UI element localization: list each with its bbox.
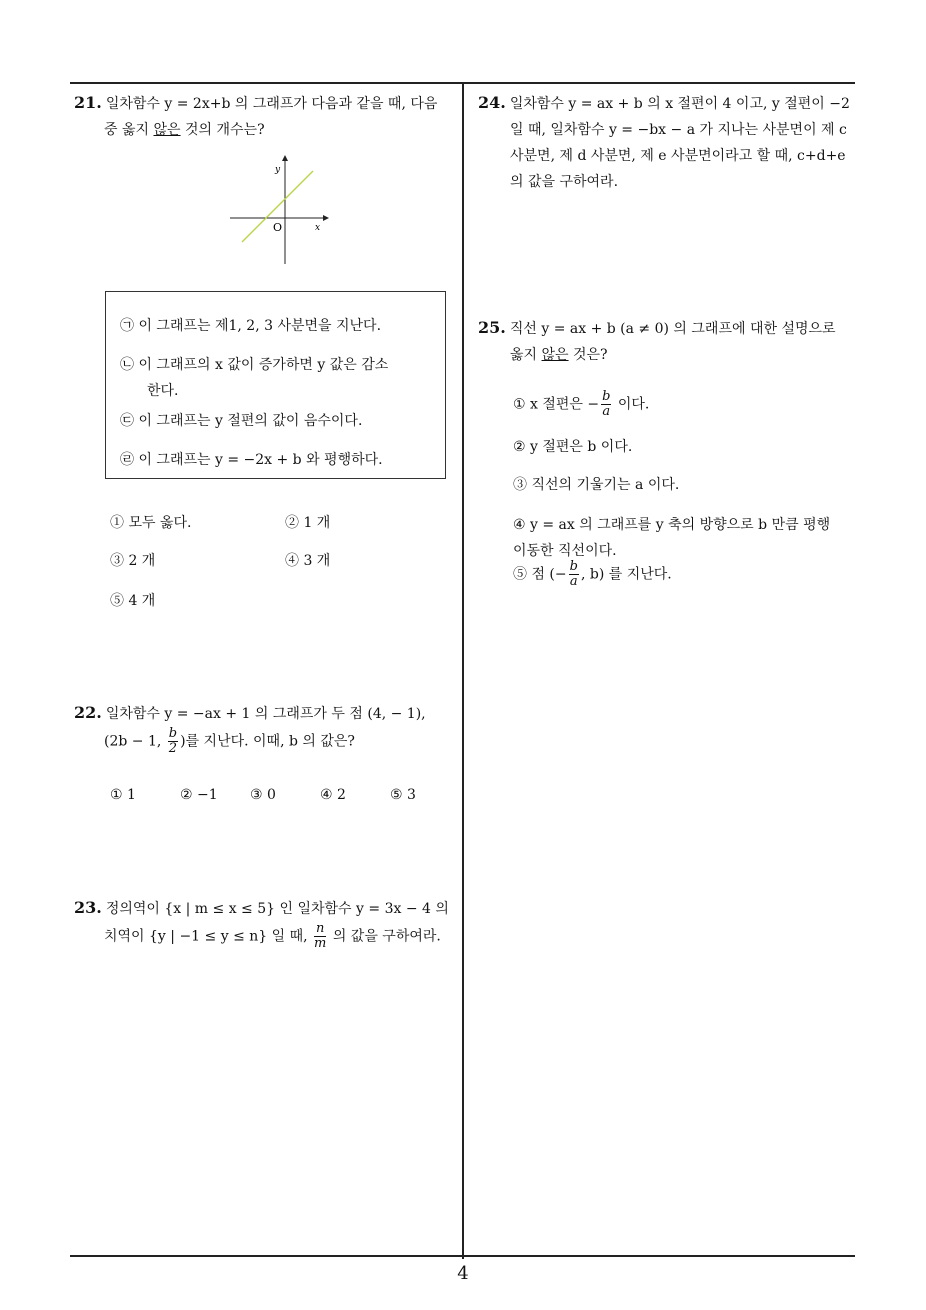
q23-line2: 치역이 {y | −1 ≤ y ≤ n} 일 때, $\frac{n}{m}$ 의 값을 구하여라. (104, 921, 441, 951)
question-25 (478, 315, 863, 368)
q25-line2: 옳지 않은 것은? (510, 347, 608, 363)
graph-origin-label: O (273, 221, 283, 234)
question-24 (478, 90, 863, 195)
q24-line4: 의 값을 구하여라. (510, 174, 619, 190)
q24-line2: 일 때, 일차함수 y = −bx − a 가 지나는 사분면이 제 c (510, 122, 847, 138)
q24-line1: 24. 일차함수 y = ax + b 의 x 절편이 4 이고, y 절편이 −2 (478, 93, 850, 112)
q21-choice-3[interactable]: ③ 2 개 (110, 553, 156, 569)
q22-choice-5[interactable]: ⑤ 3 (390, 787, 416, 803)
q22-choice-3[interactable]: ③ 0 (250, 787, 276, 803)
column-divider (462, 82, 464, 1259)
q25-choice-4[interactable]: ④ y = ax 의 그래프를 y 축의 방향으로 b 만큼 평행 이동한 직선이다. (513, 517, 831, 559)
q24-number: 24. (478, 93, 506, 112)
q21-statement-1: ㉠ 이 그래프는 제1, 2, 3 사분면을 지난다. (120, 318, 382, 334)
question-23 (74, 895, 459, 951)
q21-choice-1[interactable]: ① 모두 옳다. (110, 515, 192, 531)
q25-choice-5[interactable]: ⑤ 점 (− $\frac{b}{a}$ , b) 를 지난다. (513, 559, 672, 589)
q25-choice-3[interactable]: ③ 직선의 기울기는 a 이다. (513, 477, 680, 493)
q21-statement-4: ㉣ 이 그래프는 y = −2x + b 와 평행하다. (120, 452, 383, 468)
q21-choice-4[interactable]: ④ 3 개 (285, 553, 331, 569)
q21-statement-3: ㉢ 이 그래프는 y 절편의 값이 음수이다. (120, 413, 363, 429)
q21-graph (225, 150, 335, 270)
q21-choice-2[interactable]: ② 1 개 (285, 515, 331, 531)
page-number: 4 (457, 1263, 469, 1284)
q21-line1: 21. 일차함수 y = 2x+b 의 그래프가 다음과 같을 때, 다음 (74, 93, 438, 112)
q21-number: 21. (74, 93, 102, 112)
q23-number: 23. (74, 898, 102, 917)
q22-number: 22. (74, 703, 102, 722)
q24-line3: 사분면, 제 d 사분면, 제 e 사분면이라고 할 때, c+d+e (510, 148, 846, 164)
q22-line1: 22. 일차함수 y = −ax + 1 의 그래프가 두 점 (4, − 1), (74, 703, 426, 722)
q22-choice-1[interactable]: ① 1 (110, 787, 136, 803)
q25-choice-2[interactable]: ② y 절편은 b 이다. (513, 439, 633, 455)
q23-line1: 23. 정의역이 {x | m ≤ x ≤ 5} 인 일차함수 y = 3x − 4 의 (74, 898, 449, 917)
q22-choice-2[interactable]: ② −1 (180, 787, 218, 803)
q21-statement-2: ㉡ 이 그래프의 x 값이 증가하면 y 값은 감소 (120, 357, 389, 373)
q21-line2: 중 옳지 않은 것의 개수는? (104, 122, 265, 138)
q22-fraction: $\frac{b}{2}$ (168, 726, 178, 756)
q25-choice-1[interactable]: ① x 절편은 − $\frac{b}{a}$ 이다. (513, 389, 650, 419)
question-21 (74, 90, 459, 143)
q22-choice-4[interactable]: ④ 2 (320, 787, 346, 803)
q21-statement-2-cont: 한다. (147, 383, 179, 399)
graph-x-label: x (315, 223, 321, 233)
q21-choice-5[interactable]: ⑤ 4 개 (110, 593, 156, 609)
q23-fraction: $\frac{n}{m}$ (314, 921, 327, 951)
q22-line2: (2b − 1, $\frac{b}{2}$ )를 지난다. 이때, b 의 값은? (104, 726, 355, 756)
q25-line1: 25. 직선 y = ax + b (a ≠ 0) 의 그래프에 대한 설명으로 (478, 318, 836, 337)
q25-number: 25. (478, 318, 506, 337)
graph-y-label: y (275, 165, 281, 175)
question-22 (74, 700, 459, 756)
